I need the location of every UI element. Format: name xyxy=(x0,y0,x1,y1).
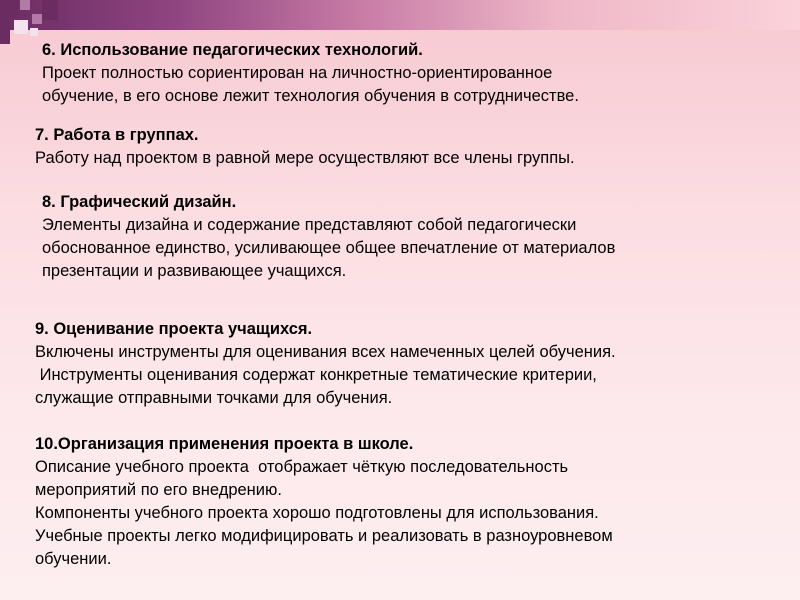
section-text-line: Компоненты учебного проекта хорошо подготовлены для использования. xyxy=(35,504,599,522)
section-text-line: Работу над проектом в равной мере осуществляют все члены группы. xyxy=(35,149,575,167)
section-text-line: Включены инструменты для оценивания всех намеченных целей обучения. xyxy=(35,343,616,361)
section-6 xyxy=(42,39,579,108)
section-text-line: Инструменты оценивания содержат конкретные тематические критерии, xyxy=(35,366,597,384)
section-9 xyxy=(35,318,616,410)
section-heading: 10.Организация применения проекта в школе. xyxy=(35,435,414,453)
section-text-line: Проект полностью сориентирован на личностно-ориентированное xyxy=(42,64,553,82)
section-text-line: обучении. xyxy=(35,550,112,568)
section-heading: 8. Графический дизайн. xyxy=(42,193,237,211)
section-7 xyxy=(35,124,575,170)
section-text-line: презентации и развивающее учащихся. xyxy=(42,262,347,280)
section-text-line: служащие отправными точками для обучения. xyxy=(35,389,393,407)
section-heading: 6. Использование педагогических технологий. xyxy=(42,41,423,59)
section-heading: 9. Оценивание проекта учащихся. xyxy=(35,320,313,338)
section-10 xyxy=(35,433,613,571)
section-text-line: Элементы дизайна и содержание представляют собой педагогически xyxy=(42,216,577,234)
section-text-line: мероприятий по его внедрению. xyxy=(35,481,282,499)
section-8 xyxy=(42,191,615,283)
section-text-line: обучение, в его основе лежит технология обучения в сотрудничестве. xyxy=(42,87,579,105)
section-text-line: обоснованное единство, усиливающее общее впечатление от материалов xyxy=(42,239,616,257)
section-text-line: Описание учебного проекта отображает чёткую последовательность xyxy=(35,458,569,476)
section-heading: 7. Работа в группах. xyxy=(35,126,199,144)
section-text-line: Учебные проекты легко модифицировать и реализовать в разноуровневом xyxy=(35,527,613,545)
